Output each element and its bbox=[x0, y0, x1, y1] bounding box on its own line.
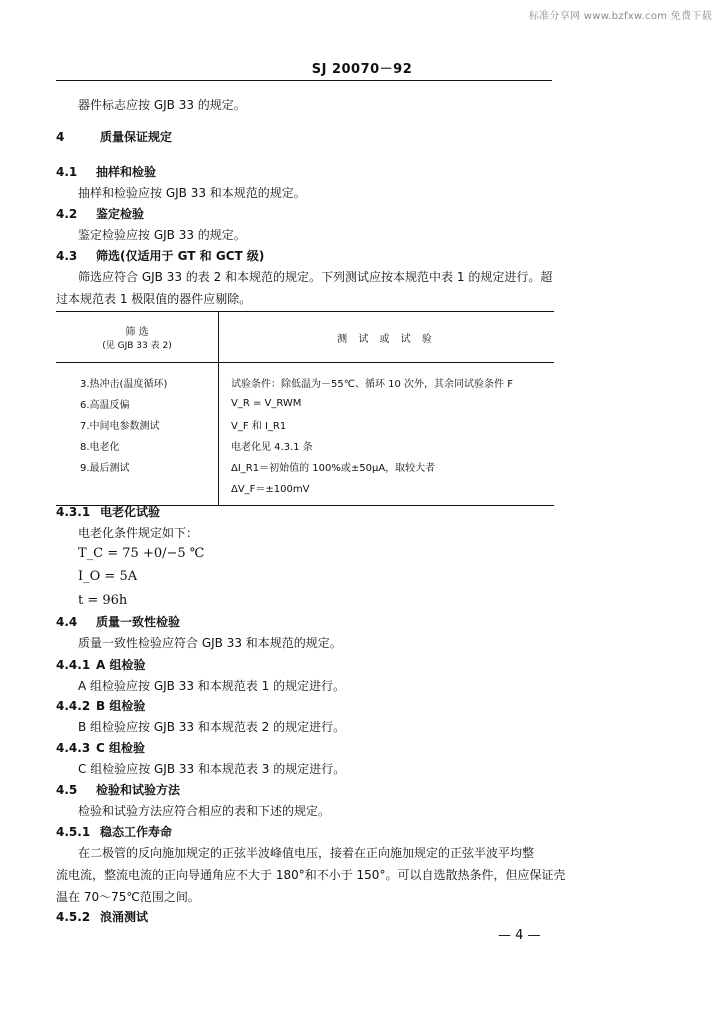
section-number: 4.4.3 bbox=[56, 741, 91, 755]
table-cell-screen bbox=[56, 477, 219, 506]
table-cell-test: ΔI_R1＝初始值的 100%或±50μA，取较大者 bbox=[231, 463, 436, 474]
table-cell-test: 电老化见 4.3.1 条 bbox=[231, 442, 313, 453]
table-row bbox=[56, 477, 554, 506]
header-screening-sublabel: (见 GJB 33 表 2) bbox=[102, 341, 172, 351]
table-header-row bbox=[56, 312, 554, 363]
section-title: C 组检验 bbox=[96, 741, 145, 755]
section-title: 检验和试验方法 bbox=[96, 783, 181, 797]
page-number: — 4 — bbox=[498, 928, 541, 943]
section-4-2-text: 鉴定检验应按 GJB 33 的规定。 bbox=[78, 228, 246, 242]
section-title: A 组检验 bbox=[96, 658, 146, 672]
formula-case-temperature: T_C = 75 +0/−5 ℃ bbox=[78, 546, 205, 561]
section-4-5-text: 检验和试验方法应符合相应的表和下述的规定。 bbox=[78, 804, 331, 818]
section-number: 4.5.2 bbox=[56, 910, 91, 924]
table-cell-test: 试验条件：除低温为－55℃、循环 10 次外，其余同试验条件 F bbox=[231, 379, 513, 390]
header-rule bbox=[56, 80, 552, 81]
section-4-5-2-heading bbox=[56, 908, 148, 925]
section-4-heading bbox=[56, 128, 172, 145]
section-4-3-heading bbox=[56, 247, 264, 264]
formula-duration: t = 96h bbox=[78, 593, 128, 608]
section-title: 抽样和检验 bbox=[96, 165, 157, 179]
section-4-5-heading bbox=[56, 781, 180, 798]
table-cell-screen: 7.中间电参数测试 bbox=[56, 414, 219, 435]
document-number: SJ 20070－92 bbox=[311, 62, 413, 77]
watermark: 标准分享网 www.bzfxw.com 免费下载 bbox=[528, 11, 712, 22]
section-title: B 组检验 bbox=[96, 699, 146, 713]
section-4-1-text: 抽样和检验应按 GJB 33 和本规范的规定。 bbox=[78, 186, 306, 200]
section-title: 浪涌测试 bbox=[100, 910, 149, 924]
section-4-4-2-text: B 组检验应按 GJB 33 和本规范表 2 的规定进行。 bbox=[78, 720, 346, 734]
section-4-5-1-line3: 温在 70～75℃范围之间。 bbox=[56, 890, 200, 904]
table-cell-test: V_F 和 I_R1 bbox=[231, 421, 287, 432]
section-number: 4.5.1 bbox=[56, 825, 91, 839]
section-4-5-1-line2: 流电流，整流电流的正向导通角应不大于 180°和不小于 150°。可以自选散热条件，但应保证壳 bbox=[56, 868, 566, 882]
section-4-4-3-heading bbox=[56, 739, 145, 756]
section-number: 4.3 bbox=[56, 249, 78, 263]
section-4-2-heading bbox=[56, 205, 144, 222]
table-row bbox=[56, 435, 554, 456]
section-4-3-1-text: 电老化条件规定如下： bbox=[78, 526, 199, 540]
table-header-test: 测 试 或 试 验 bbox=[219, 312, 555, 363]
section-4-5-1-line1: 在二极管的反向施加规定的正弦半波峰值电压，接着在正向施加规定的正弦半波平均整 bbox=[78, 846, 535, 860]
table-cell-screen: 3.热冲击(温度循环) bbox=[56, 363, 219, 394]
section-title: 筛选(仅适用于 GT 和 GCT 级) bbox=[96, 249, 265, 263]
section-4-5-1-heading bbox=[56, 823, 172, 840]
section-4-4-3-text: C 组检验应按 GJB 33 和本规范表 3 的规定进行。 bbox=[78, 762, 346, 776]
section-4-3-text-line1: 筛选应符合 GJB 33 的表 2 和本规范的规定。下列测试应按本规范中表 1 的规定进行。超 bbox=[78, 270, 553, 284]
section-number: 4.4 bbox=[56, 615, 78, 629]
table-row bbox=[56, 456, 554, 477]
section-4-4-1-heading bbox=[56, 656, 145, 673]
table-row bbox=[56, 393, 554, 414]
table-row bbox=[56, 414, 554, 435]
section-number: 4.1 bbox=[56, 165, 78, 179]
section-number: 4.4.2 bbox=[56, 699, 91, 713]
section-number: 4.2 bbox=[56, 207, 78, 221]
section-4-4-2-heading bbox=[56, 697, 145, 714]
table-cell-test: ΔV_F＝±100mV bbox=[219, 477, 555, 506]
section-4-1-heading bbox=[56, 163, 156, 180]
table-cell-test: V_R = V_RWM bbox=[231, 398, 302, 409]
header-screening-label: 筛 选 bbox=[125, 327, 149, 338]
section-number: 4 bbox=[56, 130, 65, 144]
table-cell-screen: 8.电老化 bbox=[56, 435, 219, 456]
intro-line: 器件标志应按 GJB 33 的规定。 bbox=[78, 98, 246, 112]
section-number: 4.5 bbox=[56, 783, 78, 797]
table-row bbox=[56, 363, 554, 394]
section-title: 质量一致性检验 bbox=[96, 615, 181, 629]
section-4-3-1-heading bbox=[56, 503, 160, 520]
table-cell-screen: 6.高温反偏 bbox=[56, 393, 219, 414]
section-4-3-text-line2: 过本规范表 1 极限值的器件应剔除。 bbox=[56, 292, 252, 306]
section-4-4-1-text: A 组检验应按 GJB 33 和本规范表 1 的规定进行。 bbox=[78, 679, 346, 693]
table-header-screening bbox=[56, 312, 219, 363]
section-number: 4.4.1 bbox=[56, 658, 91, 672]
table-cell-screen: 9.最后测试 bbox=[56, 456, 219, 477]
section-4-4-text: 质量一致性检验应符合 GJB 33 和本规范的规定。 bbox=[78, 636, 342, 650]
section-title: 质量保证规定 bbox=[100, 130, 173, 144]
section-title: 鉴定检验 bbox=[96, 207, 145, 221]
section-title: 稳态工作寿命 bbox=[100, 825, 173, 839]
screening-table bbox=[56, 311, 554, 506]
section-title: 电老化试验 bbox=[100, 505, 161, 519]
formula-output-current: I_O = 5A bbox=[78, 569, 138, 584]
section-number: 4.3.1 bbox=[56, 505, 91, 519]
section-4-4-heading bbox=[56, 613, 180, 630]
